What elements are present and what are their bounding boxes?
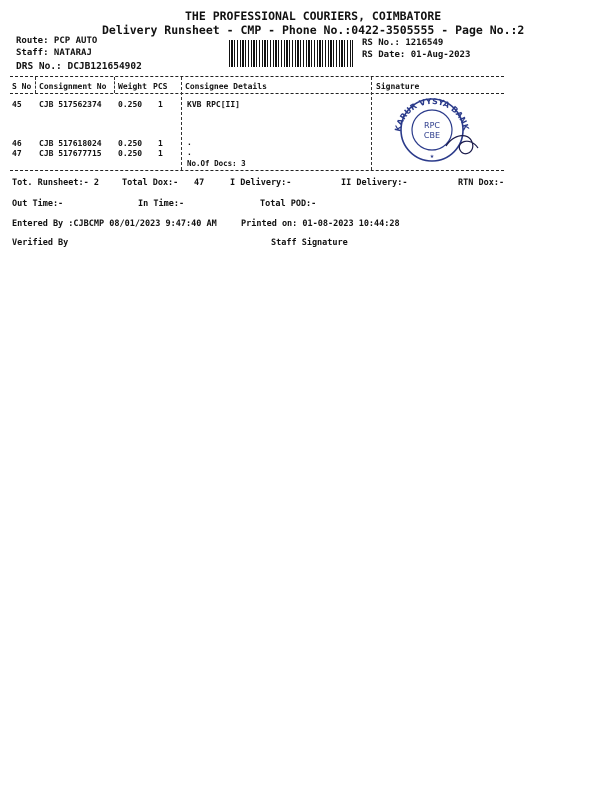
- total-dox-label: Total Dox:-: [122, 178, 179, 188]
- col-divider: [371, 77, 372, 170]
- printed-on: Printed on: 01-08-2023 10:44:28: [241, 219, 400, 229]
- row-consignment: CJB 517677715: [39, 149, 102, 158]
- ii-delivery: II Delivery:-: [341, 178, 408, 188]
- table-header-rule: [10, 93, 504, 94]
- row-sno: 46: [12, 139, 22, 148]
- verified-by: Verified By: [12, 238, 69, 248]
- table-bottom-rule: [10, 170, 504, 171]
- row-pcs: 1: [158, 149, 163, 158]
- runsheet-subtitle: Delivery Runsheet - CMP - Phone No.:0422-3505555 - Page No.:2: [102, 23, 525, 37]
- col-divider: [114, 77, 115, 93]
- stamp-inner-bottom: CBE: [423, 131, 441, 140]
- rs-number: RS No.: 1216549: [362, 38, 444, 48]
- tot-runsheet: Tot. Runsheet:- 2: [12, 178, 99, 188]
- stamp-outer-text: KARUR VYSYA BANK: [393, 96, 471, 133]
- row-details: .: [187, 138, 192, 147]
- col-header-sno: S No: [12, 82, 32, 91]
- row-pcs: 1: [158, 100, 163, 109]
- col-header-consignment: Consignment No: [39, 82, 107, 91]
- row-details: .: [187, 148, 192, 157]
- row-sno: 45: [12, 100, 22, 109]
- row-sno: 47: [12, 149, 22, 158]
- row-consignment: CJB 517562374: [39, 100, 102, 109]
- table-top-rule: [10, 76, 504, 77]
- i-delivery: I Delivery:-: [230, 178, 292, 188]
- col-header-pcs: PCS: [153, 82, 168, 91]
- no-of-docs: No.Of Docs: 3: [187, 159, 246, 168]
- total-dox-value: 47: [194, 178, 205, 188]
- row-weight: 0.250: [118, 100, 143, 109]
- rs-date: RS Date: 01-Aug-2023: [362, 50, 471, 60]
- company-title: THE PROFESSIONAL COURIERS, COIMBATORE: [185, 9, 442, 23]
- row-details: KVB RPC[II]: [187, 100, 240, 109]
- barcode: [229, 40, 353, 67]
- col-divider: [35, 77, 36, 93]
- staff-label: Staff: NATARAJ: [16, 48, 92, 58]
- entered-by: Entered By :CJBCMP 08/01/2023 9:47:40 AM: [12, 219, 217, 229]
- row-consignment: CJB 517618024: [39, 139, 102, 148]
- bank-stamp: [384, 96, 480, 164]
- route-label: Route: PCP AUTO: [16, 36, 98, 46]
- row-weight: 0.250: [118, 139, 143, 148]
- col-divider: [181, 77, 182, 170]
- total-pod: Total POD:-: [260, 199, 317, 209]
- col-header-weight: Weight: [118, 82, 147, 91]
- row-pcs: 1: [158, 139, 163, 148]
- col-header-signature: Signature: [376, 82, 420, 91]
- stamp-inner-top: RPC: [424, 121, 440, 130]
- col-header-consignee: Consignee Details: [185, 82, 267, 91]
- svg-text:★: ★: [429, 152, 435, 160]
- row-weight: 0.250: [118, 149, 143, 158]
- in-time: In Time:-: [138, 199, 185, 209]
- rtn-dox: RTN Dox:-: [458, 178, 505, 188]
- drs-number: DRS No.: DCJB121654902: [16, 61, 142, 72]
- staff-signature: Staff Signature: [271, 238, 348, 248]
- out-time: Out Time:-: [12, 199, 64, 209]
